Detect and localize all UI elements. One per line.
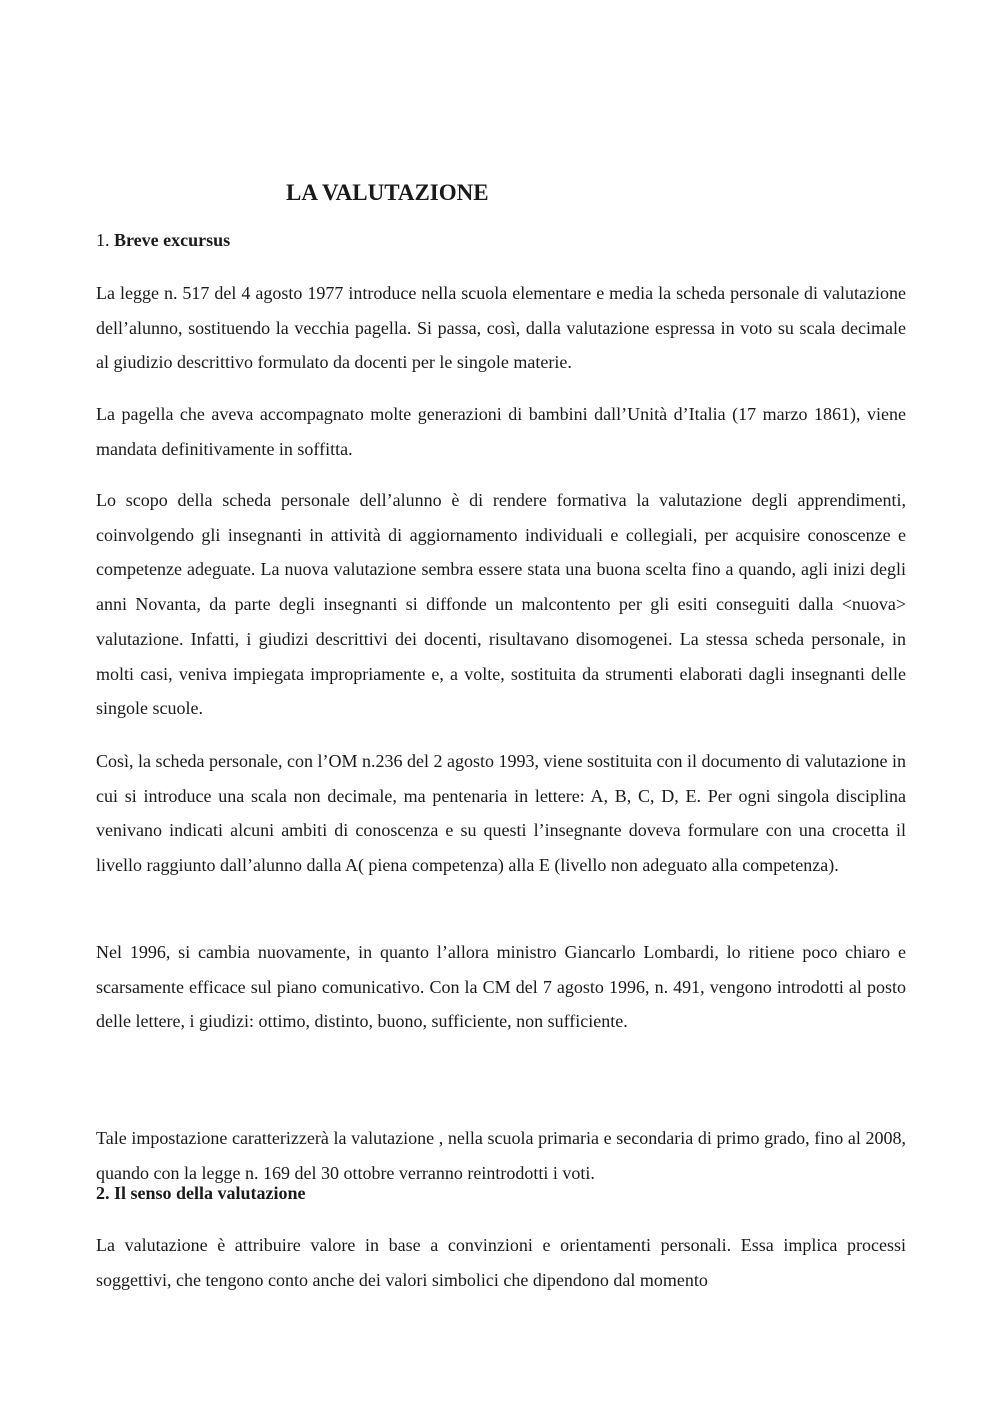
document-title: LA VALUTAZIONE bbox=[286, 180, 489, 205]
section-2-heading: 2. Il senso della valutazione bbox=[96, 1183, 306, 1203]
section-1-heading bbox=[96, 230, 230, 251]
paragraph: Nel 1996, si cambia nuovamente, in quanto l’allora ministro Giancarlo Lombardi, lo ritiene poco chiaro e scarsamente efficace sul piano comunicativo. Con la CM del 7 agosto 1996, n. 491, vengono introdotti al posto delle lettere, i giudizi: ottimo, distinto, buono, sufficiente, non sufficiente. bbox=[96, 942, 906, 1032]
paragraph: Tale impostazione caratterizzerà la valutazione , nella scuola primaria e secondaria di primo grado, fino al 2008, quando con la legge n. 169 del 30 ottobre verranno reintrodotti i voti. bbox=[96, 1128, 906, 1183]
section-1-number: 1. bbox=[96, 230, 110, 250]
section-1-title: Breve excursus bbox=[114, 230, 231, 250]
paragraph: Così, la scheda personale, con l’OM n.236 del 2 agosto 1993, viene sostituita con il documento di valutazione in cui si introduce una scala non decimale, ma pentenaria in lettere: A, B, C, D, E. Per ogni singola disciplina venivano indicati alcuni ambiti di conoscenza e su questi l’insegnante doveva formulare con una crocetta il livello raggiunto dall’alunno dalla A( piena competenza) alla E (livello non adeguato alla competenza). bbox=[96, 751, 906, 876]
paragraph: La pagella che aveva accompagnato molte generazioni di bambini dall’Unità d’Italia (17 marzo 1861), viene mandata definitivamente in soffitta. bbox=[96, 404, 906, 459]
paragraph: La legge n. 517 del 4 agosto 1977 introduce nella scuola elementare e media la scheda personale di valutazione dell’alunno, sostituendo la vecchia pagella. Si passa, così, dalla valutazione espressa in voto su scala decimale al giudizio descrittivo formulato da docenti per le singole materie. bbox=[96, 283, 906, 373]
paragraph: La valutazione è attribuire valore in base a convinzioni e orientamenti personali. Essa implica processi soggettivi, che tengono conto anche dei valori simbolici che dipendono dal momento bbox=[96, 1235, 906, 1290]
paragraph: Lo scopo della scheda personale dell’alunno è di rendere formativa la valutazione degli apprendimenti, coinvolgendo gli insegnanti in attività di aggiornamento individuali e collegiali, per acquisire conoscenze e competenze adeguate. La nuova valutazione sembra essere stata una buona scelta fino a quando, agli inizi degli anni Novanta, da parte degli insegnanti si diffonde un malcontento per gli esiti conseguiti dalla <nuova> valutazione. Infatti, i giudizi descrittivi dei docenti, risultavano disomogenei. La stessa scheda personale, in molti casi, veniva impiegata impropriamente e, a volte, sostituita da strumenti elaborati dagli insegnanti delle singole scuole. bbox=[96, 490, 906, 719]
